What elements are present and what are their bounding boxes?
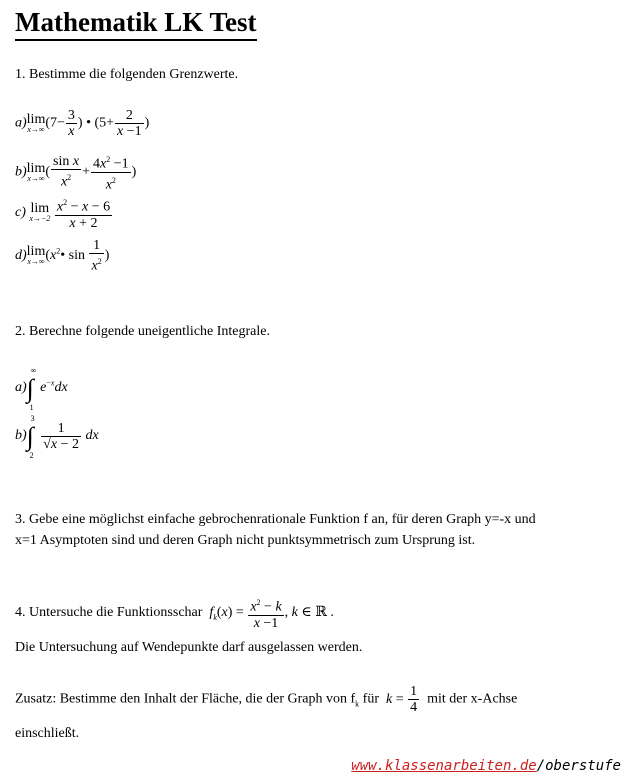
integral-upper-bound: 3 (30, 414, 35, 423)
lim-operator: lim x→−2 (29, 201, 51, 224)
task3-line2: x=1 Asymptoten sind und deren Graph nicht punktsymmetrisch zum Ursprung ist. (15, 533, 476, 548)
integral-b-label: b) (15, 428, 27, 444)
integral-upper-bound: ∞ (30, 366, 37, 375)
footer-site[interactable]: www.klassenarbeiten.de (351, 758, 537, 774)
lim-operator: lim x→∞ (26, 244, 46, 267)
lim-operator: lim x→∞ (26, 112, 46, 134)
extra-text-mid: für (362, 691, 379, 707)
integral-lower-bound: 2 (29, 451, 34, 460)
lim-subscript: x→∞ (27, 173, 45, 183)
k-value-formula: k = $\frac{1}{4}$ (386, 684, 418, 715)
function-family-formula: $f_k(x)$ = $\frac{x^2 - k}{x -1}$ , k ∈ ℝ . (209, 598, 334, 631)
task2-heading: 2. Berechne folgende uneigentliche Integrale. (15, 324, 270, 339)
limit-b-label: b) (15, 164, 27, 180)
limit-c: c) lim x→−2 $\frac{x^2 - x - 6}{x + 2}$ (15, 198, 111, 231)
limit-d: d)lim x→∞ ($x^2•$ sin $\frac{1}{x^2}$ ) (15, 238, 110, 274)
task4-note: Die Untersuchung auf Wendepunkte darf ausgelassen werden. (15, 640, 363, 655)
integral-a: a) ∫ ∞ 1 $e^{-x}dx$ (15, 366, 68, 412)
extra-subscript: k (355, 699, 360, 709)
lim-subscript: x→∞ (27, 125, 45, 134)
limit-a: a)lim x→∞ (7− $\frac{3}{x}$ ) • (5+ $\frac{2}{x -1}$ ) (15, 108, 150, 139)
task3-line1: 3. Gebe eine möglichst einfache gebrochenrationale Funktion f an, für deren Graph y=-x und (15, 512, 536, 527)
integral-a-label: a) (15, 380, 27, 396)
extra-text-start: Zusatz: Bestimme den Inhalt der Fläche, die der Graph von f (15, 691, 356, 707)
task4-intro: 4. Untersuche die Funktionsschar (15, 605, 203, 621)
page-title: Mathematik LK Test (15, 6, 257, 41)
limit-b: b)lim x→∞ ( $\frac{\text{sin x}}{x^2}$ + $\frac{4x^2 -1}{x^2}$ ) (15, 154, 137, 193)
integral-b: b) ∫ 3 2 $\frac{1}{√x - 2}$ dx (15, 414, 99, 460)
limit-a-label: a) (15, 115, 27, 131)
task4-line (15, 595, 334, 631)
limit-c-label: c) (15, 205, 26, 221)
task1-heading: 1. Bestimme die folgenden Grenzwerte. (15, 67, 239, 82)
integral-lower-bound: 1 (29, 403, 34, 412)
footer-link[interactable] (351, 758, 621, 774)
limit-d-label: d) (15, 248, 27, 264)
footer-section: /oberstufe (536, 758, 621, 774)
integral-sign: ∫ ∞ 1 (26, 366, 37, 412)
task4-extra (15, 684, 517, 715)
extra-text-end: mit der x-Achse (427, 691, 518, 707)
lim-subscript: x→−2 (29, 214, 51, 224)
lim-operator: lim x→∞ (26, 160, 46, 183)
lim-subscript: x→∞ (27, 257, 45, 267)
integral-sign: ∫ 3 2 (26, 414, 35, 460)
task4-extra-line2: einschließt. (15, 726, 80, 741)
